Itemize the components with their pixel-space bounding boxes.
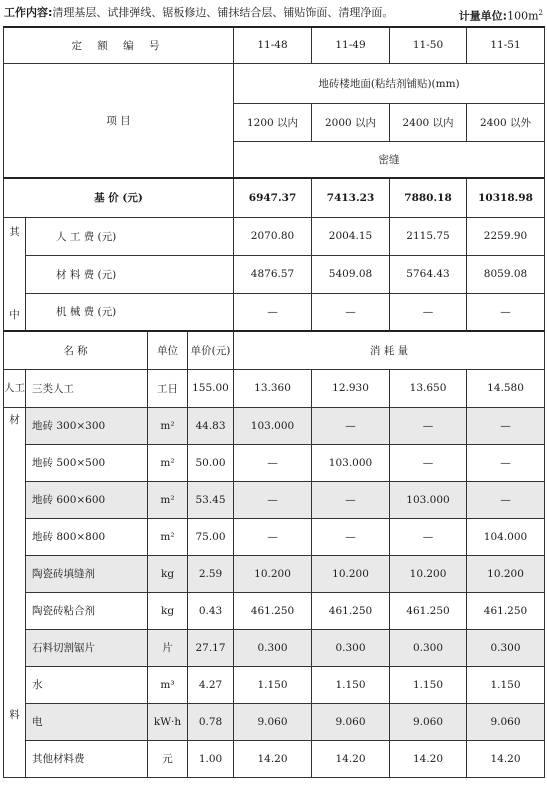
size-label: 1200 以内 [234, 103, 312, 141]
material-value: 104.000 [467, 518, 545, 555]
cost-label: 机 械 费 (元) [26, 293, 234, 331]
material-unit: m² [148, 481, 188, 518]
material-unit: kg [148, 555, 188, 592]
material-value: 0.300 [312, 629, 390, 666]
labor-value: 13.650 [390, 369, 467, 407]
material-value: 461.250 [390, 592, 467, 629]
material-value: — [467, 444, 545, 481]
material-value: 1.150 [467, 666, 545, 703]
quota-table [3, 26, 545, 778]
material-row [4, 592, 545, 629]
material-value: 0.300 [467, 629, 545, 666]
quota-no: 11-48 [234, 27, 312, 63]
material-value: 0.300 [390, 629, 467, 666]
col-name-header: 名 称 [4, 331, 148, 369]
material-unit: m² [148, 444, 188, 481]
material-value: 1.150 [390, 666, 467, 703]
cost-value: 2115.75 [390, 217, 467, 255]
material-value: — [467, 481, 545, 518]
material-name: 地砖 600×600 [26, 481, 148, 518]
quota-no-label: 定 额 编 号 [4, 27, 234, 63]
material-value: — [467, 407, 545, 444]
material-name: 地砖 500×500 [26, 444, 148, 481]
col-unit-header: 单位 [148, 331, 188, 369]
measure-unit-value: 100m [507, 9, 539, 23]
material-unit: m² [148, 518, 188, 555]
material-value: 103.000 [390, 481, 467, 518]
material-unit: 元 [148, 740, 188, 777]
material-value: 14.20 [467, 740, 545, 777]
material-unit: m² [148, 407, 188, 444]
material-value: 10.200 [234, 555, 312, 592]
material-price: 27.17 [188, 629, 234, 666]
material-value: 1.150 [234, 666, 312, 703]
base-price: 7880.18 [390, 178, 467, 217]
material-price: 50.00 [188, 444, 234, 481]
material-value: — [234, 518, 312, 555]
material-price: 75.00 [188, 518, 234, 555]
labor-value: 14.580 [467, 369, 545, 407]
material-value: — [234, 481, 312, 518]
qi-char: 其 [4, 217, 26, 255]
cost-value: 5764.43 [390, 255, 467, 293]
material-name: 石料切割锯片 [26, 629, 148, 666]
qi-spacer [4, 255, 26, 293]
material-value: — [312, 481, 390, 518]
cost-value: 2004.15 [312, 217, 390, 255]
joint-label: 密缝 [234, 141, 545, 178]
cost-label: 人 工 费 (元) [26, 217, 234, 255]
page-header [4, 3, 543, 23]
material-unit: kW·h [148, 703, 188, 740]
material-value: 461.250 [312, 592, 390, 629]
material-unit: m³ [148, 666, 188, 703]
cost-value: — [312, 293, 390, 331]
material-value: — [312, 518, 390, 555]
size-label: 2400 以外 [467, 103, 545, 141]
item-label: 项 目 [4, 63, 234, 178]
quota-no-row [4, 27, 545, 63]
material-value: — [390, 444, 467, 481]
material-value: 103.000 [312, 444, 390, 481]
base-price: 10318.98 [467, 178, 545, 217]
material-row [4, 481, 545, 518]
quota-no: 11-49 [312, 27, 390, 63]
size-label: 2000 以内 [312, 103, 390, 141]
material-name: 电 [26, 703, 148, 740]
cost-value: 2259.90 [467, 217, 545, 255]
material-value: 1.150 [312, 666, 390, 703]
material-value: 10.200 [312, 555, 390, 592]
quota-no: 11-50 [390, 27, 467, 63]
material-price: 53.45 [188, 481, 234, 518]
work-content-label: 工作内容: [4, 6, 53, 19]
labor-category: 人工 [4, 369, 26, 407]
labor-unit: 工日 [148, 369, 188, 407]
group-title-row [4, 63, 545, 103]
material-value: — [312, 407, 390, 444]
col-price-header: 单价(元) [188, 331, 234, 369]
material-row [4, 444, 545, 481]
material-row [4, 555, 545, 592]
material-price: 0.43 [188, 592, 234, 629]
material-value: 10.200 [467, 555, 545, 592]
col-consume-header: 消 耗 量 [234, 331, 545, 369]
cost-row-machine [4, 293, 545, 331]
material-value: 14.20 [312, 740, 390, 777]
material-name: 地砖 800×800 [26, 518, 148, 555]
material-name: 地砖 300×300 [26, 407, 148, 444]
material-name: 陶瓷砖填缝剂 [26, 555, 148, 592]
material-value: 9.060 [467, 703, 545, 740]
cost-value: — [467, 293, 545, 331]
labor-value: 12.930 [312, 369, 390, 407]
material-name: 陶瓷砖粘合剂 [26, 592, 148, 629]
cost-value: 4876.57 [234, 255, 312, 293]
work-content [4, 3, 393, 23]
base-price-label: 基 价 (元) [4, 178, 234, 217]
material-value: 103.000 [234, 407, 312, 444]
material-price: 0.78 [188, 703, 234, 740]
base-price: 7413.23 [312, 178, 390, 217]
material-value: 461.250 [467, 592, 545, 629]
material-price: 2.59 [188, 555, 234, 592]
material-row [4, 407, 545, 444]
material-name: 水 [26, 666, 148, 703]
material-row [4, 666, 545, 703]
material-value: 9.060 [312, 703, 390, 740]
zhong-char: 中 [4, 293, 26, 331]
cost-row-labor [4, 217, 545, 255]
material-value: 9.060 [234, 703, 312, 740]
consume-header-row [4, 331, 545, 369]
labor-name: 三类人工 [26, 369, 148, 407]
cost-row-material [4, 255, 545, 293]
labor-value: 13.360 [234, 369, 312, 407]
cost-value: 8059.08 [467, 255, 545, 293]
material-value: 9.060 [390, 703, 467, 740]
cost-value: 5409.08 [312, 255, 390, 293]
material-row [4, 703, 545, 740]
labor-row [4, 369, 545, 407]
cost-value: 2070.80 [234, 217, 312, 255]
material-price: 4.27 [188, 666, 234, 703]
material-value: 0.300 [234, 629, 312, 666]
cost-value: — [390, 293, 467, 331]
cost-value: — [234, 293, 312, 331]
material-value: — [234, 444, 312, 481]
material-price: 44.83 [188, 407, 234, 444]
base-price: 6947.37 [234, 178, 312, 217]
measure-unit-label: 计量单位: [458, 9, 508, 23]
material-row [4, 629, 545, 666]
group-title: 地砖楼地面(粘结剂铺贴)(mm) [234, 63, 545, 103]
work-content-text: 清理基层、试排弹线、锯板修边、铺抹结合层、铺贴饰面、清理净面。 [52, 6, 394, 19]
material-value: 461.250 [234, 592, 312, 629]
material-value: — [390, 518, 467, 555]
material-cat-top: 材 [9, 413, 20, 426]
material-unit: 片 [148, 629, 188, 666]
material-name: 其他材料费 [26, 740, 148, 777]
material-cat-bottom: 料 [9, 708, 20, 721]
material-value: 14.20 [390, 740, 467, 777]
material-row [4, 740, 545, 777]
cost-label: 材 料 费 (元) [26, 255, 234, 293]
material-row [4, 518, 545, 555]
material-category [4, 407, 26, 777]
material-value: 14.20 [234, 740, 312, 777]
measure-unit-sup: 2 [538, 9, 543, 17]
material-value: 10.200 [390, 555, 467, 592]
base-price-row [4, 178, 545, 217]
labor-price: 155.00 [188, 369, 234, 407]
size-label: 2400 以内 [390, 103, 467, 141]
quota-no: 11-51 [467, 27, 545, 63]
material-value: — [390, 407, 467, 444]
material-unit: kg [148, 592, 188, 629]
material-price: 1.00 [188, 740, 234, 777]
measure-unit [459, 3, 543, 27]
